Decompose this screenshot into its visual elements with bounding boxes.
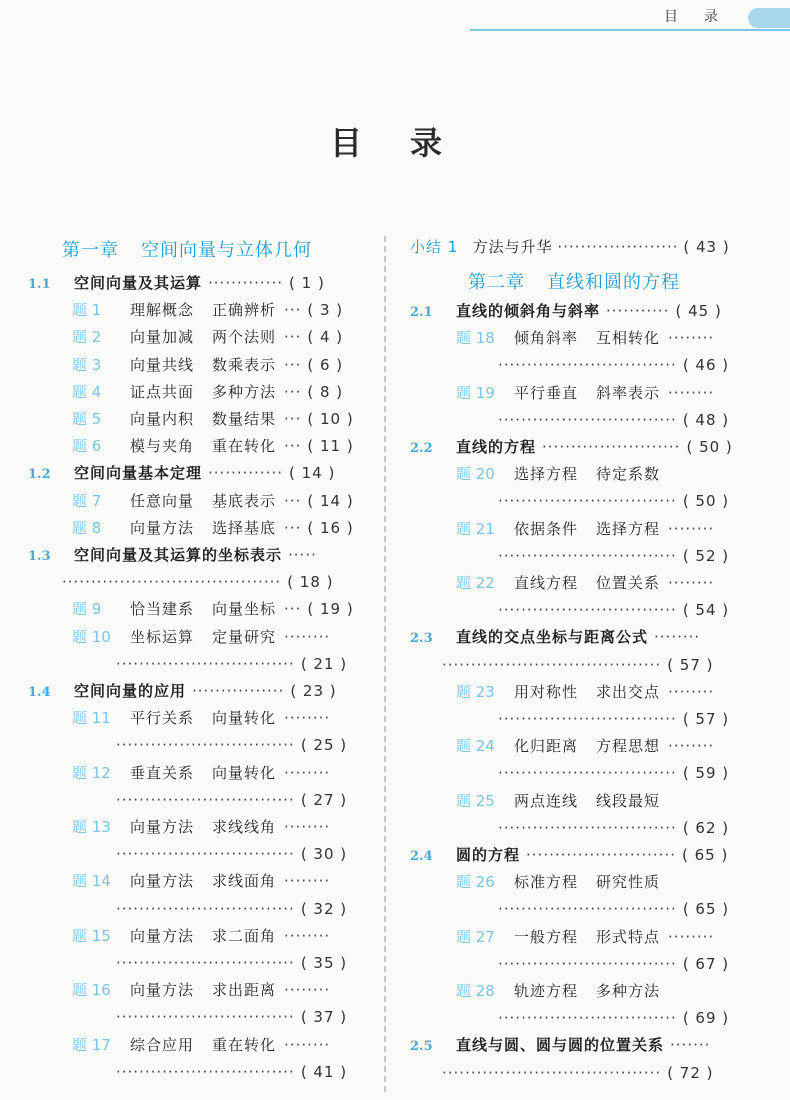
continuation-line[interactable]	[442, 656, 714, 674]
continuation-line[interactable]	[116, 791, 347, 809]
topic-title-part1: 依据条件	[514, 519, 579, 538]
leader-dots: ······································	[62, 573, 282, 592]
leader-dots: ·······························	[498, 492, 677, 511]
page-number: ( 59 )	[682, 764, 730, 783]
chapter-heading	[62, 236, 312, 262]
topic-title-part2: 正确辨析	[212, 301, 277, 320]
leader-dots: ········	[284, 818, 331, 836]
topic-number: 题 10	[72, 627, 111, 646]
topic-title-part2: 选择基底	[212, 518, 277, 537]
continuation-line[interactable]	[116, 845, 347, 863]
page-number: ( 46 )	[682, 356, 730, 375]
topic-number: 题 17	[72, 1035, 111, 1054]
topic-title-part1: 两点连线	[514, 791, 579, 810]
topic-title-part1: 向量内积	[130, 410, 195, 428]
continuation-line[interactable]	[498, 764, 729, 782]
topic-title-part2: 待定系数	[596, 465, 661, 484]
topic-title-part2: 方程思想	[596, 737, 661, 756]
continuation-line[interactable]	[498, 601, 729, 619]
topic-number: 题 4	[72, 382, 102, 401]
section-number: 2.2	[410, 441, 433, 456]
topic-entry[interactable]	[456, 520, 720, 538]
continuation-line[interactable]	[498, 356, 729, 374]
topic-entry[interactable]	[72, 328, 343, 346]
topic-number: 题 28	[456, 982, 495, 1000]
topic-number: 题 27	[456, 927, 495, 946]
section-number: 1.1	[28, 277, 51, 292]
topic-number: 题 25	[456, 791, 495, 810]
section-title: 空间向量的应用	[74, 682, 187, 700]
topic-title-part1: 恰当建系	[130, 600, 195, 619]
page-number: ( 11 )	[307, 437, 354, 456]
section-number: 1.2	[28, 467, 51, 483]
leader-dots: ········	[284, 1035, 331, 1054]
topic-title-part1: 直线方程	[514, 574, 579, 592]
leader-dots: ·······························	[498, 900, 677, 919]
continuation-line[interactable]	[498, 547, 729, 565]
continuation-line[interactable]	[116, 736, 347, 754]
section-number: 2.3	[410, 631, 433, 647]
continuation-line[interactable]	[116, 1063, 347, 1081]
section-title: 空间向量及其运算的坐标表示	[74, 546, 283, 564]
section-title: 圆的方程	[456, 846, 521, 864]
topic-entry[interactable]	[72, 492, 354, 510]
leader-dots: ·······························	[498, 546, 677, 565]
topic-entry[interactable]	[72, 927, 336, 945]
topic-entry[interactable]	[456, 574, 720, 592]
topic-number: 题 16	[72, 981, 111, 1000]
leader-dots: ·······························	[498, 410, 677, 429]
section-number: 2.1	[410, 305, 433, 320]
topic-number: 题 9	[72, 600, 102, 619]
leader-dots: ·······························	[498, 601, 677, 620]
topic-title-part1: 任意向量	[130, 491, 195, 510]
page-number: ( 57 )	[667, 655, 714, 674]
topic-entry[interactable]	[72, 437, 354, 455]
topic-title-part1: 标准方程	[514, 873, 579, 892]
topic-entry[interactable]	[456, 465, 674, 483]
topic-entry[interactable]	[72, 600, 354, 618]
section-entry[interactable]	[410, 438, 733, 458]
topic-title-part2: 求线面角	[212, 872, 277, 891]
page-number: ( 1 )	[289, 274, 325, 292]
chapter-number: 第一章	[62, 240, 119, 261]
section-entry[interactable]	[28, 546, 323, 566]
topic-entry[interactable]	[72, 709, 336, 727]
topic-title-part2: 数乘表示	[212, 355, 277, 374]
topic-number: 题 26	[456, 873, 495, 892]
page-number: ( 35 )	[300, 954, 348, 972]
topic-number: 题 7	[72, 491, 102, 510]
leader-dots: ···	[284, 301, 302, 320]
page-number: ( 69 )	[682, 1009, 730, 1028]
topic-title-part1: 向量方法	[130, 981, 195, 1000]
continuation-line[interactable]	[116, 655, 347, 673]
continuation-line[interactable]	[116, 900, 347, 918]
topic-title-part2: 多种方法	[596, 982, 661, 1000]
page-number: ( 10 )	[307, 410, 354, 428]
leader-dots: ···	[284, 382, 302, 401]
leader-dots: ················	[192, 682, 285, 700]
topic-number: 题 11	[72, 709, 111, 728]
section-entry[interactable]	[410, 846, 728, 866]
leader-dots: ·······························	[116, 736, 295, 755]
section-number: 1.4	[28, 685, 51, 700]
topic-title-part1: 轨迹方程	[514, 982, 579, 1000]
topic-title-part2: 求二面角	[212, 926, 277, 945]
page-number: ( 41 )	[300, 1062, 348, 1081]
section-title: 直线的倾斜角与斜率	[456, 302, 601, 320]
leader-dots: ·······························	[116, 790, 295, 809]
page-number: ( 57 )	[682, 710, 730, 728]
leader-dots: ········	[284, 709, 331, 728]
topic-title-part2: 向量转化	[212, 763, 277, 782]
leader-dots: ···	[284, 491, 302, 510]
page-number: ( 32 )	[300, 899, 348, 918]
leader-dots: ·······························	[498, 818, 677, 837]
page-number: ( 62 )	[682, 818, 730, 837]
continuation-line[interactable]	[498, 955, 729, 973]
topic-entry[interactable]	[456, 737, 720, 755]
page-number: ( 6 )	[307, 355, 344, 374]
continuation-line[interactable]	[498, 710, 729, 728]
chapter-title: 空间向量与立体几何	[141, 240, 312, 261]
topic-title-part2: 互相转化	[596, 329, 661, 348]
topic-number: 题 12	[72, 763, 111, 782]
page-number: ( 48 )	[682, 410, 730, 429]
topic-number: 题 6	[72, 437, 102, 456]
leader-dots: ········	[668, 737, 715, 756]
page-number: ( 19 )	[307, 600, 354, 619]
topic-title-part2: 定量研究	[212, 627, 277, 646]
page-number: ( 18 )	[287, 573, 334, 592]
topic-number: 题 19	[456, 383, 495, 402]
section-entry[interactable]	[28, 274, 325, 294]
summary-label: 小结 1	[410, 238, 459, 256]
leader-dots: ········	[668, 383, 715, 402]
page-number: ( 72 )	[667, 1063, 714, 1082]
leader-dots: ·······························	[498, 954, 677, 973]
topic-title-part2: 选择方程	[596, 519, 661, 538]
topic-title-part2: 斜率表示	[596, 383, 661, 402]
topic-title-part1: 向量方法	[130, 926, 195, 945]
page-number: ( 50 )	[686, 438, 733, 456]
page-number: ( 52 )	[682, 546, 730, 565]
topic-entry[interactable]	[456, 683, 720, 701]
topic-title-part2: 求出交点	[596, 682, 661, 701]
topic-entry[interactable]	[456, 873, 674, 891]
section-title: 空间向量及其运算	[74, 274, 203, 292]
leader-dots: ·······························	[116, 899, 295, 918]
topic-number: 题 1	[72, 301, 102, 320]
leader-dots: ·······························	[498, 356, 677, 375]
topic-entry[interactable]	[72, 410, 354, 428]
continuation-line[interactable]	[498, 819, 729, 837]
leader-dots: ·······	[670, 1036, 711, 1055]
topic-title-part1: 倾角斜率	[514, 329, 579, 348]
topic-number: 题 8	[72, 518, 102, 537]
topic-title-part2: 重在转化	[212, 1035, 277, 1054]
topic-title-part1: 平行垂直	[514, 383, 579, 402]
page-number: ( 25 )	[300, 736, 348, 755]
topic-entry[interactable]	[72, 764, 336, 782]
topic-number: 题 3	[72, 355, 102, 374]
page-number: ( 30 )	[300, 845, 348, 864]
topic-title-part1: 坐标运算	[130, 627, 195, 646]
topic-number: 题 24	[456, 737, 495, 756]
topic-entry[interactable]	[456, 928, 720, 946]
topic-entry[interactable]	[72, 1036, 336, 1054]
leader-dots: ···	[284, 328, 302, 347]
page-number: ( 3 )	[307, 301, 344, 320]
page-number: ( 65 )	[682, 846, 729, 864]
leader-dots: ········	[284, 981, 331, 1000]
chapter-title: 直线和圆的方程	[547, 272, 680, 293]
chapter-heading	[468, 268, 680, 294]
continuation-line[interactable]	[498, 1009, 729, 1027]
summary-title: 方法与升华	[472, 238, 553, 256]
continuation-line[interactable]	[498, 411, 729, 429]
leader-dots: ···········	[606, 302, 670, 320]
leader-dots: ························	[542, 438, 681, 456]
page-number: ( 54 )	[682, 601, 730, 620]
chapter-number: 第二章	[468, 272, 525, 293]
topic-entry[interactable]	[456, 982, 674, 1000]
topic-title-part2: 求出距离	[212, 981, 277, 1000]
topic-number: 题 14	[72, 872, 111, 891]
page-number: ( 43 )	[683, 238, 730, 256]
topic-title-part2: 求线线角	[212, 818, 277, 836]
topic-title-part2: 线段最短	[596, 791, 661, 810]
page-number: ( 27 )	[300, 790, 348, 809]
topic-title-part2: 向量坐标	[212, 600, 277, 619]
topic-title-part1: 向量加减	[130, 328, 195, 347]
topic-number: 题 13	[72, 818, 111, 836]
leader-dots: ········	[668, 682, 715, 701]
topic-entry[interactable]	[456, 792, 674, 810]
page-number: ( 65 )	[682, 900, 730, 919]
topic-title-part1: 模与夹角	[130, 437, 195, 456]
page-number: ( 4 )	[307, 328, 344, 347]
header-rule	[470, 29, 790, 31]
column-divider	[384, 236, 386, 1092]
page-number: ( 14 )	[307, 491, 354, 510]
leader-dots: ········	[668, 927, 715, 946]
section-title: 直线的交点坐标与距离公式	[456, 628, 649, 647]
topic-title-part1: 选择方程	[514, 465, 579, 484]
leader-dots: ···	[284, 410, 302, 428]
topic-entry[interactable]	[72, 356, 343, 374]
continuation-line[interactable]	[116, 954, 347, 972]
page-number: ( 8 )	[307, 382, 344, 401]
leader-dots: ·····················	[557, 238, 679, 256]
leader-dots: ········	[284, 926, 331, 945]
continuation-line[interactable]	[62, 573, 334, 591]
page-number: ( 21 )	[300, 654, 348, 673]
section-title: 直线与圆、圆与圆的位置关系	[456, 1036, 665, 1055]
leader-dots: ········	[668, 519, 715, 538]
section-entry[interactable]	[28, 464, 335, 484]
topic-entry[interactable]	[72, 872, 336, 890]
section-entry[interactable]	[410, 302, 722, 322]
leader-dots: ········	[654, 628, 701, 647]
topic-title-part1: 平行关系	[130, 709, 195, 728]
section-title: 空间向量基本定理	[74, 464, 203, 483]
leader-dots: ···	[284, 355, 302, 374]
continuation-line[interactable]	[498, 900, 729, 918]
leader-dots: ········	[284, 627, 331, 646]
topic-entry[interactable]	[72, 818, 336, 836]
topic-title-part2: 数量结果	[212, 410, 277, 428]
section-number: 2.5	[410, 1039, 433, 1055]
topic-title-part2: 形式特点	[596, 927, 661, 946]
leader-dots: ········	[284, 872, 331, 891]
topic-entry[interactable]	[456, 384, 720, 402]
page-number: ( 67 )	[682, 954, 730, 973]
leader-dots: ·······························	[498, 764, 677, 783]
page-number: ( 23 )	[290, 682, 337, 700]
topic-number: 题 15	[72, 926, 111, 945]
leader-dots: ········	[668, 574, 715, 592]
topic-number: 题 5	[72, 410, 102, 428]
leader-dots: ·······························	[116, 1008, 295, 1027]
leader-dots: ·······························	[116, 1062, 295, 1081]
topic-title-part2: 两个法则	[212, 328, 277, 347]
topic-number: 题 2	[72, 328, 102, 347]
leader-dots: ···	[284, 518, 302, 537]
topic-number: 题 21	[456, 519, 495, 538]
topic-title-part1: 证点共面	[130, 382, 195, 401]
topic-title-part2: 重在转化	[212, 437, 277, 456]
topic-title-part1: 理解概念	[130, 301, 195, 320]
topic-title-part1: 用对称性	[514, 682, 579, 701]
topic-entry[interactable]	[72, 383, 343, 401]
leader-dots: ·······························	[116, 954, 295, 972]
section-entry[interactable]	[28, 682, 337, 702]
leader-dots: ·············	[208, 274, 284, 292]
topic-title-part2: 研究性质	[596, 873, 661, 892]
leader-dots: ·······························	[498, 1009, 677, 1028]
leader-dots: ········	[668, 329, 715, 348]
section-number: 1.3	[28, 549, 51, 564]
topic-title-part1: 向量共线	[130, 355, 195, 374]
topic-title-part1: 向量方法	[130, 518, 195, 537]
page-number: ( 16 )	[307, 518, 354, 537]
topic-number: 题 23	[456, 682, 495, 701]
topic-entry[interactable]	[72, 981, 336, 999]
topic-number: 题 18	[456, 329, 495, 348]
leader-dots: ······································	[442, 655, 662, 674]
topic-entry[interactable]	[72, 628, 336, 646]
page-number: ( 50 )	[682, 492, 730, 511]
header-text: 目录	[664, 9, 744, 25]
leader-dots: ··························	[526, 846, 676, 864]
topic-title-part2: 位置关系	[596, 574, 661, 592]
topic-title-part1: 综合应用	[130, 1035, 195, 1054]
leader-dots: ·····	[288, 546, 317, 564]
leader-dots: ·······························	[116, 845, 295, 864]
leader-dots: ·······························	[116, 654, 295, 673]
leader-dots: ·············	[208, 464, 284, 483]
page-number: ( 14 )	[289, 464, 336, 483]
section-number: 2.4	[410, 849, 433, 864]
topic-entry[interactable]	[72, 519, 354, 537]
section-entry[interactable]	[410, 1036, 716, 1056]
topic-title-part2: 多种方法	[212, 382, 277, 401]
topic-title-part2: 基底表示	[212, 491, 277, 510]
topic-title-part1: 化归距离	[514, 737, 579, 756]
continuation-line[interactable]	[116, 1008, 347, 1026]
topic-title-part1: 向量方法	[130, 818, 195, 836]
topic-number: 题 22	[456, 574, 495, 592]
summary-entry[interactable]	[410, 238, 730, 256]
leader-dots: ········	[284, 763, 331, 782]
topic-entry[interactable]	[456, 329, 720, 347]
header-tab-decoration	[748, 8, 790, 28]
topic-title-part1: 垂直关系	[130, 763, 195, 782]
leader-dots: ·······························	[498, 710, 677, 728]
continuation-line[interactable]	[442, 1064, 714, 1082]
continuation-line[interactable]	[498, 492, 729, 510]
section-entry[interactable]	[410, 628, 706, 648]
topic-title-part1: 向量方法	[130, 872, 195, 891]
topic-title-part1: 一般方程	[514, 927, 579, 946]
leader-dots: ···	[284, 600, 302, 619]
leader-dots: ······································	[442, 1063, 662, 1082]
topic-title-part2: 向量转化	[212, 709, 277, 728]
page-title: 目录	[329, 124, 490, 162]
section-title: 直线的方程	[456, 438, 537, 456]
topic-number: 题 20	[456, 465, 495, 484]
leader-dots: ···	[284, 437, 302, 456]
page-number: ( 45 )	[675, 302, 722, 320]
page-number: ( 37 )	[300, 1008, 348, 1027]
topic-entry[interactable]	[72, 301, 343, 319]
